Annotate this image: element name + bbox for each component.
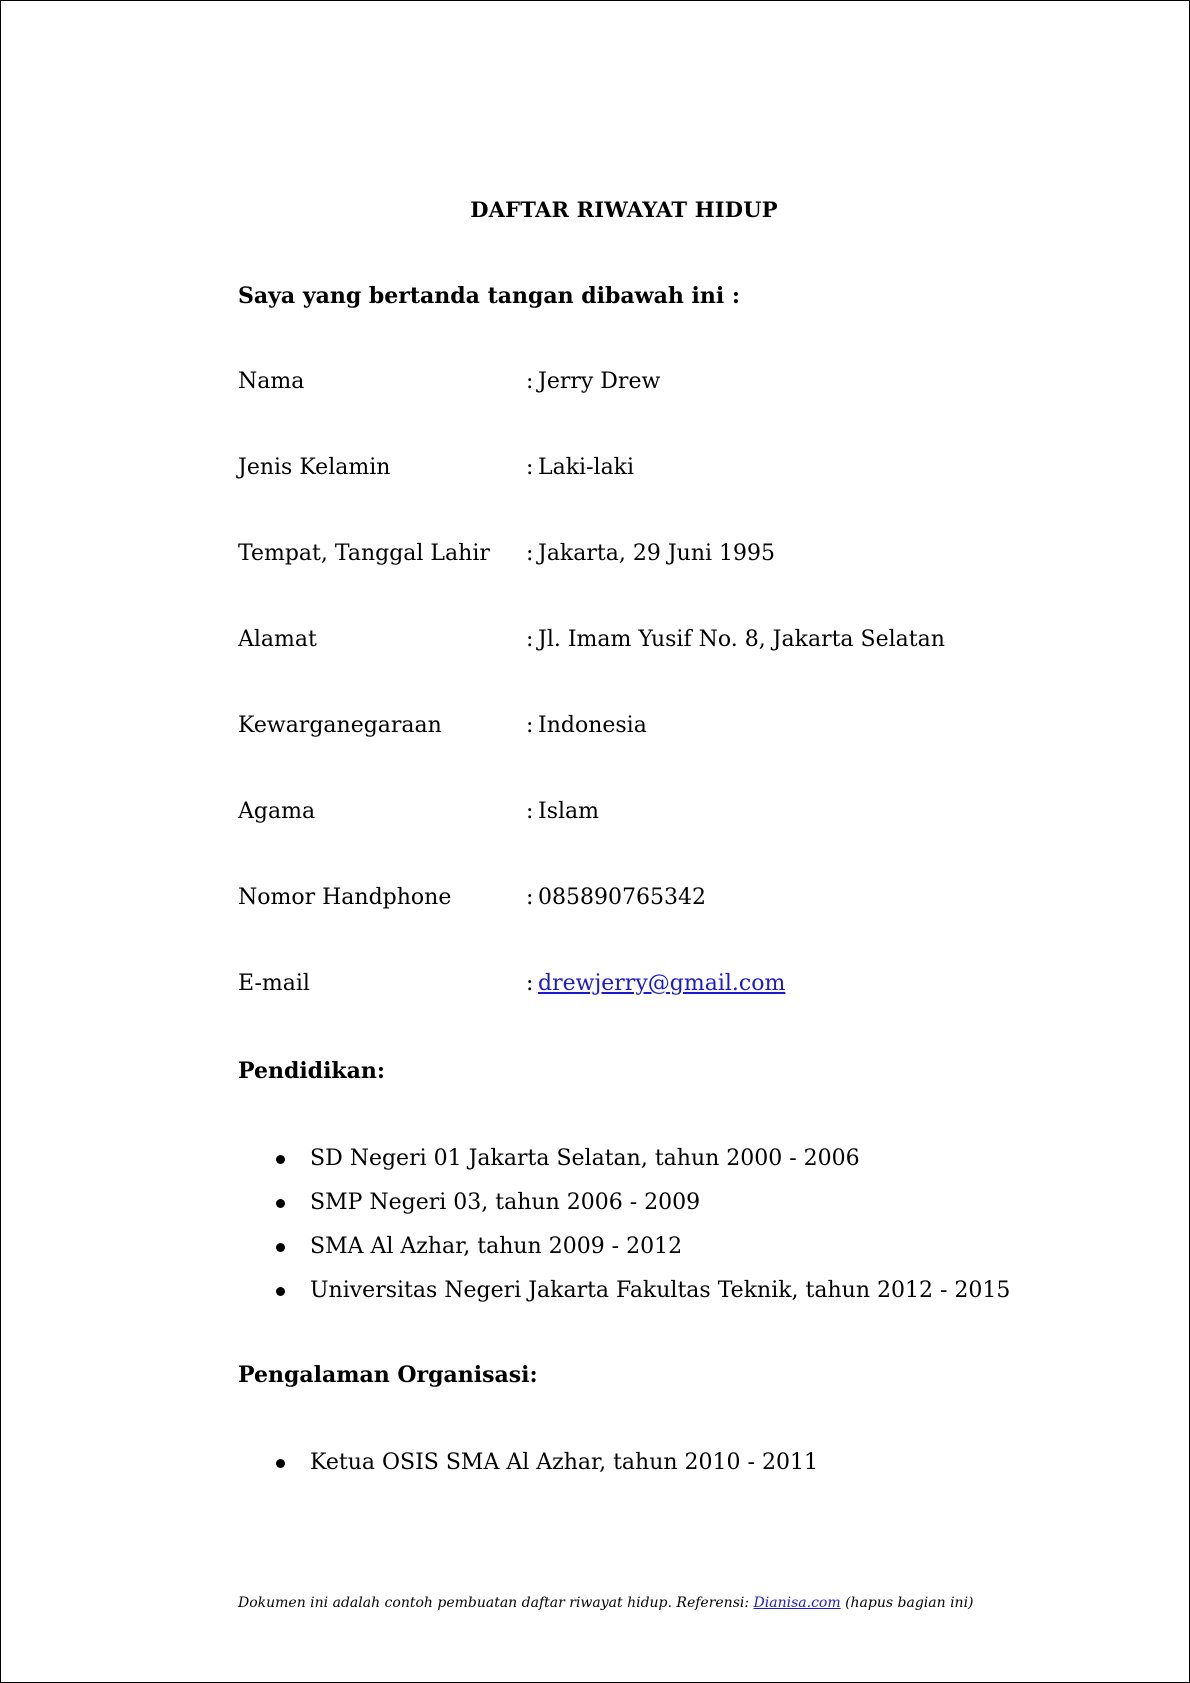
- document-title: DAFTAR RIWAYAT HIDUP: [470, 197, 778, 222]
- field-value: Indonesia: [538, 713, 647, 738]
- field-separator: :: [526, 799, 534, 824]
- footnote-text-end: (hapus bagian ini): [840, 1595, 974, 1611]
- list-item-text: SMP Negeri 03, tahun 2006 - 2009: [310, 1190, 701, 1215]
- field-row-jenis-kelamin: [238, 452, 998, 484]
- field-value: Islam: [538, 799, 599, 824]
- field-label: Jenis Kelamin: [238, 455, 391, 480]
- field-row-agama: [238, 796, 998, 828]
- email-link[interactable]: drewjerry@gmail.com: [538, 971, 786, 996]
- field-separator: :: [526, 455, 534, 480]
- field-separator: :: [526, 971, 534, 996]
- field-label: Alamat: [238, 627, 317, 652]
- field-separator: :: [526, 369, 534, 394]
- field-separator: :: [526, 713, 534, 738]
- field-separator: :: [526, 627, 534, 652]
- field-value: Jerry Drew: [538, 369, 661, 394]
- list-item-text: Ketua OSIS SMA Al Azhar, tahun 2010 - 2011: [310, 1450, 818, 1475]
- organization-heading: Pengalaman Organisasi:: [238, 1362, 538, 1388]
- field-value: Jakarta, 29 Juni 1995: [538, 541, 776, 566]
- bullet-icon: [276, 1459, 285, 1468]
- field-row-alamat: [238, 624, 998, 656]
- field-separator: :: [526, 541, 534, 566]
- field-label: Tempat, Tanggal Lahir: [238, 541, 490, 566]
- field-row-kewarganegaraan: [238, 710, 998, 742]
- field-row-nomor-handphone: [238, 882, 998, 914]
- field-value: Jl. Imam Yusif No. 8, Jakarta Selatan: [538, 627, 945, 652]
- bullet-icon: [276, 1155, 285, 1164]
- footnote-text: Dokumen ini adalah contoh pembuatan daftar riwayat hidup. Referensi:: [238, 1595, 754, 1611]
- list-item-text: Universitas Negeri Jakarta Fakultas Teknik, tahun 2012 - 2015: [310, 1278, 1011, 1303]
- list-item-text: SD Negeri 01 Jakarta Selatan, tahun 2000 - 2006: [310, 1146, 860, 1171]
- field-value: 085890765342: [538, 885, 706, 910]
- bullet-icon: [276, 1243, 285, 1252]
- list-item-text: SMA Al Azhar, tahun 2009 - 2012: [310, 1234, 683, 1259]
- intro-statement: Saya yang bertanda tangan dibawah ini :: [238, 283, 741, 309]
- field-label: Agama: [238, 799, 316, 824]
- footnote: [238, 1593, 974, 1613]
- field-label: Nomor Handphone: [238, 885, 452, 910]
- field-label: Kewarganegaraan: [238, 713, 442, 738]
- bullet-icon: [276, 1199, 285, 1208]
- reference-link[interactable]: Dianisa.com: [753, 1595, 841, 1611]
- field-row-email: [238, 968, 998, 1000]
- field-label: E-mail: [238, 971, 310, 996]
- field-separator: :: [526, 885, 534, 910]
- field-row-tempat-tanggal-lahir: [238, 538, 998, 570]
- education-heading: Pendidikan:: [238, 1058, 386, 1084]
- field-value: Laki-laki: [538, 455, 635, 480]
- field-label: Nama: [238, 369, 305, 394]
- bullet-icon: [276, 1287, 285, 1296]
- field-row-nama: [238, 366, 998, 398]
